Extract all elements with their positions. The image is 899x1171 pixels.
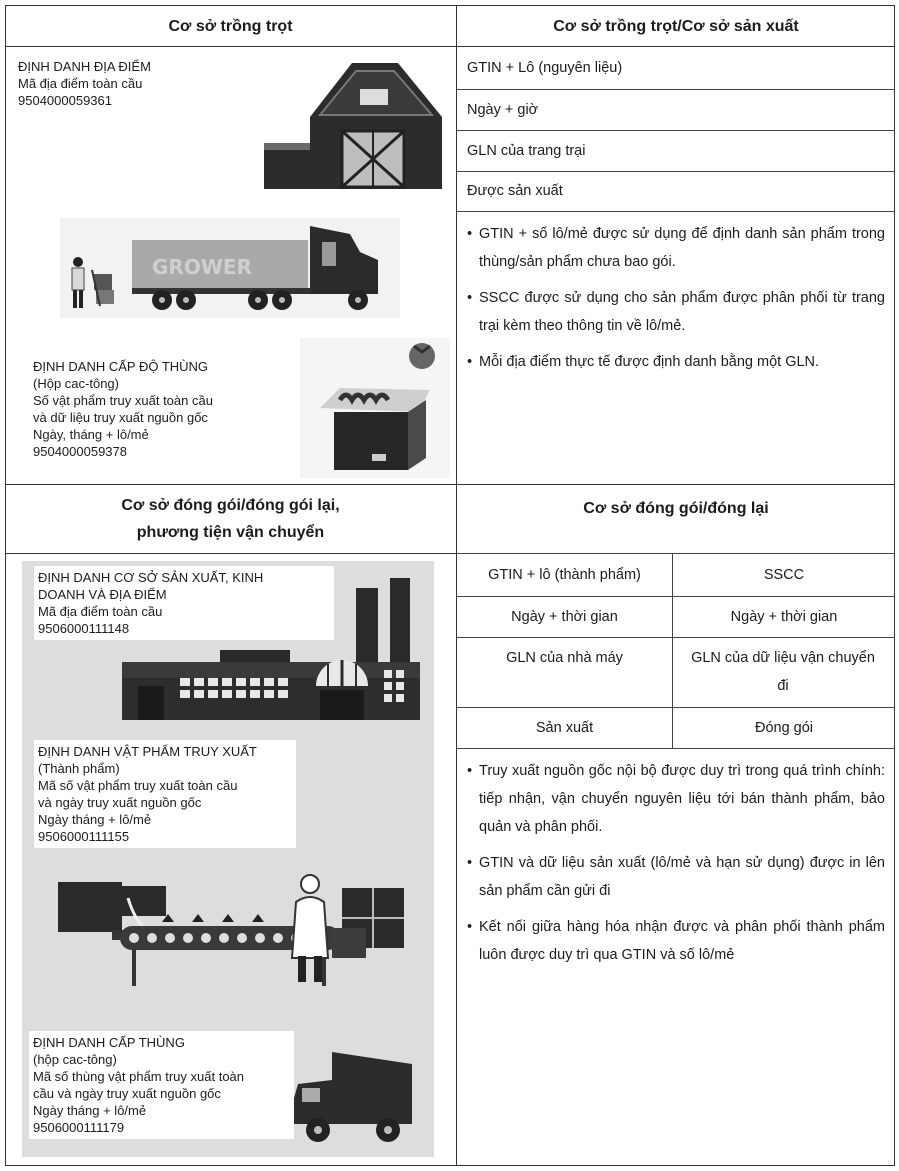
- farm-bullet: • GTIN + số lô/mẻ được sử dụng để định danh sản phẩm trong thùng/sản phẩm chưa bao gói.: [465, 220, 885, 276]
- packing-cell: Ngày + thời gian: [511, 609, 618, 625]
- conveyor-illustration: [52, 868, 422, 993]
- farm-row-gln: GLN của trang trại: [467, 142, 586, 159]
- header-packing-transport: Cơ sở đóng gói/đóng gói lại, phương tiện vận chuyển: [121, 497, 340, 541]
- header-farm-production: Cơ sở trồng trọt/Cơ sở sản xuất: [553, 17, 799, 35]
- packing-bullet: • GTIN và dữ liệu sản xuất (lô/mẻ và hạn sử dụng) được in lên sản phẩm cần gửi đi: [465, 849, 885, 905]
- farm-bullet: • SSCC được sử dụng cho sản phẩm được phân phối từ trang trại kèm theo thông tin về lô/mẻ.: [465, 284, 885, 340]
- barn-illustration: [260, 55, 450, 195]
- packing-cell: GTIN + lô (thành phẩm): [488, 567, 641, 583]
- header-packing: Cơ sở đóng gói/đóng lại: [583, 499, 769, 517]
- row-divider: [457, 211, 895, 212]
- packing-cell: Ngày + thời gian: [730, 609, 838, 625]
- location-id-label: ĐỊNH DANH ĐỊA ĐIỂM Mã địa điểm toàn cầu 9504000059361: [18, 58, 258, 109]
- packing-bullet: • Kết nối giữa hàng hóa nhận được và phân phối thành phẩm luôn được duy trì qua GTIN và số lô/mẻ: [465, 913, 885, 969]
- packing-cell: Sản xuất: [535, 720, 594, 736]
- packing-cell: GLN của dữ liệu vận chuyển đi: [691, 650, 875, 694]
- farm-row-produced: Được sản xuất: [467, 183, 563, 199]
- traceable-item-id-label: ĐỊNH DANH VẬT PHẨM TRUY XUẤT (Thành phẩm) Mã số vật phẩm truy xuất toàn cầu và ngày truy xuất nguồn gốc Ngày tháng + lô/mẻ 9506000111155: [34, 740, 296, 848]
- farm-row-date-time: Ngày + giờ: [467, 101, 539, 118]
- case-level-id-label-2: ĐỊNH DANH CẤP THÙNG (hộp cac-tông) Mã số thùng vật phẩm truy xuất toàn cầu và ngày truy xuất nguồn gốc Ngày tháng + lô/mẻ 9506000111179: [29, 1031, 294, 1139]
- row-divider: [457, 748, 895, 749]
- grower-truck-illustration: [60, 218, 400, 318]
- packing-cell: Đóng gói: [754, 720, 814, 736]
- farm-bullets: [465, 220, 885, 384]
- packing-bullet: • Truy xuất nguồn gốc nội bộ được duy trì trong quá trình chính: tiếp nhận, vận chuyển nguyên liệu tới bán thành phẩm, bảo quản và phân phối.: [465, 757, 885, 841]
- farm-row-gtin-lot: GTIN + Lô (nguyên liệu): [467, 60, 623, 76]
- packing-bullets: [465, 757, 885, 977]
- truck-side-text: GROWER: [152, 255, 252, 279]
- case-level-id-label: ĐỊNH DANH CẤP ĐỘ THÙNG (Hộp cac-tông) Số vật phẩm truy xuất toàn cầu và dữ liệu truy xuất nguồn gốc Ngày, tháng + lô/mẻ 9504000059378: [33, 358, 293, 460]
- carton-box-illustration: [300, 338, 450, 478]
- packing-cell: GLN của nhà máy: [506, 650, 623, 666]
- header-farm: Cơ sở trồng trọt: [168, 17, 293, 35]
- packing-cell: SSCC: [763, 567, 805, 583]
- facility-location-id-label: ĐỊNH DANH CƠ SỞ SẢN XUẤT, KINH DOANH VÀ ĐỊA ĐIỂM Mã địa điểm toàn cầu 9506000111148: [34, 566, 334, 640]
- delivery-truck-illustration: [292, 1050, 420, 1150]
- farm-bullet: • Mỗi địa điểm thực tế được định danh bằng một GLN.: [465, 348, 885, 376]
